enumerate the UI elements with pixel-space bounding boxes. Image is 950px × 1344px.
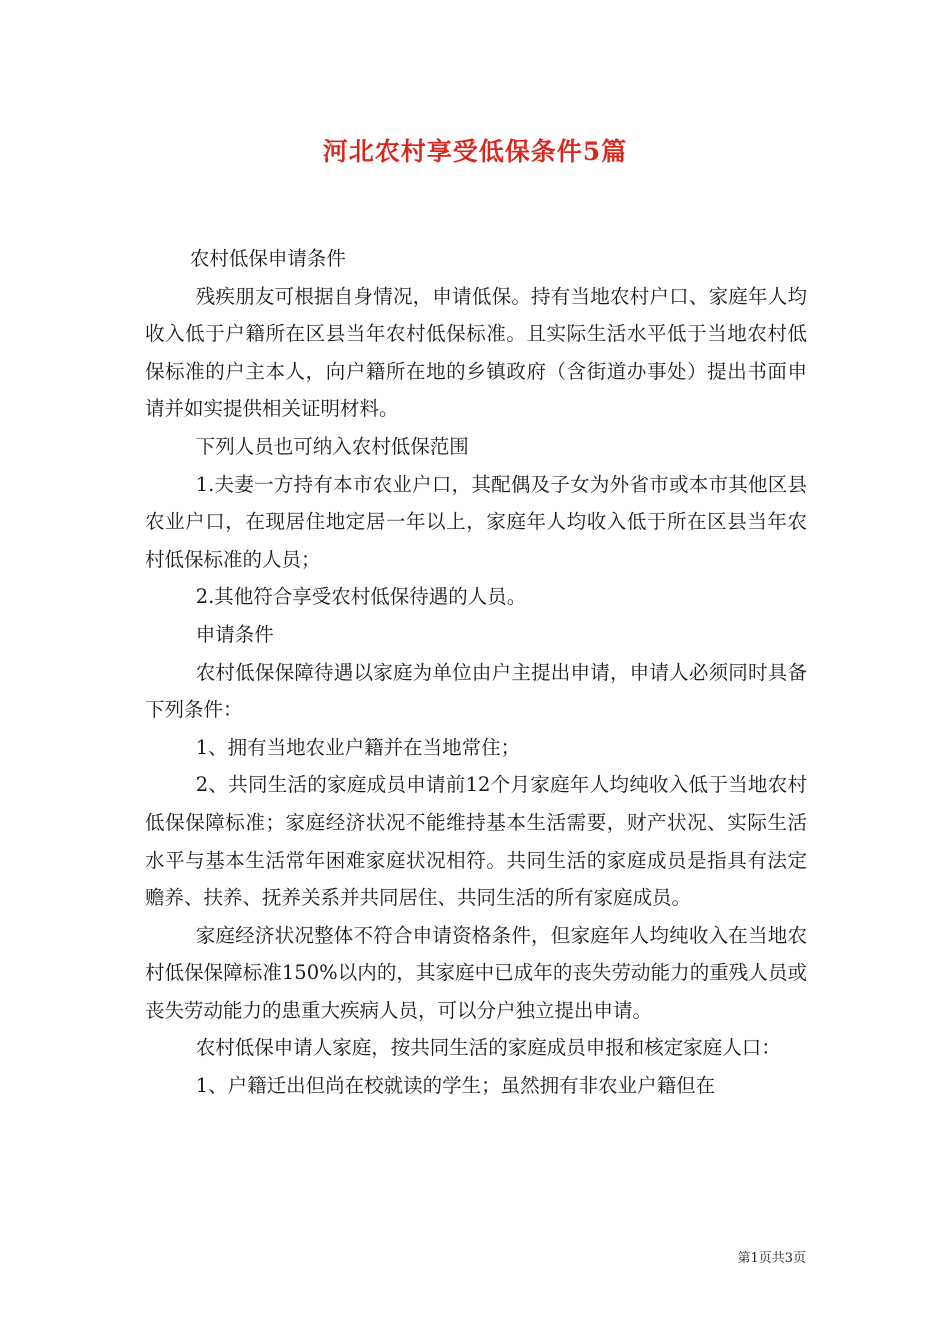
paragraph: 家庭经济状况整体不符合申请资格条件，但家庭年人均纯收入在当地农村低保保障标准150%以内的，其家庭中已成年的丧失劳动能力的重残人员或丧失劳动能力的患重大疾病人员，可以分户独立提出申请。	[145, 923, 807, 1022]
paragraph: 2、共同生活的家庭成员申请前12个月家庭年人均纯收入低于当地农村低保保障标准；家庭经济状况不能维持基本生活需要，财产状况、实际生活水平与基本生活常年困难家庭状况相符。共同生活的家庭成员是指具有法定赡养、扶养、抚养关系并共同居住、共同生活的所有家庭成员。	[145, 773, 807, 910]
paragraph: 1、户籍迁出但尚在校就读的学生；虽然拥有非农业户籍但在	[195, 1074, 716, 1098]
paragraph: 农村低保保障待遇以家庭为单位由户主提出申请，申请人必须同时具备下列条件：	[145, 660, 807, 722]
paragraph: 1.夫妻一方持有本市农业户口，其配偶及子女为外省市或本市其他区县农业户口，在现居住地定居一年以上，家庭年人均收入低于所在区县当年农村低保标准的人员；	[145, 472, 807, 571]
paragraph: 申请条件	[195, 622, 274, 646]
document-body	[145, 240, 807, 1105]
paragraph: 农村低保申请人家庭，按共同生活的家庭成员申报和核定家庭人口：	[195, 1036, 781, 1060]
paragraph: 下列人员也可纳入农村低保范围	[195, 434, 469, 458]
paragraph: 2.其他符合享受农村低保待遇的人员。	[195, 585, 527, 609]
document-title: 河北农村享受低保条件5篇	[322, 137, 628, 166]
paragraph: 残疾朋友可根据自身情况，申请低保。持有当地农村户口、家庭年人均收入低于户籍所在区县当年农村低保标准。且实际生活水平低于当地农村低保标准的户主本人，向户籍所在地的乡镇政府（含街道办事处）提出书面申请并如实提供相关证明材料。	[145, 284, 807, 421]
paragraph: 农村低保申请条件	[189, 247, 346, 270]
paragraph: 1、拥有当地农业户籍并在当地常住；	[195, 735, 521, 759]
page-number-footer: 第1页共3页	[737, 1251, 806, 1266]
